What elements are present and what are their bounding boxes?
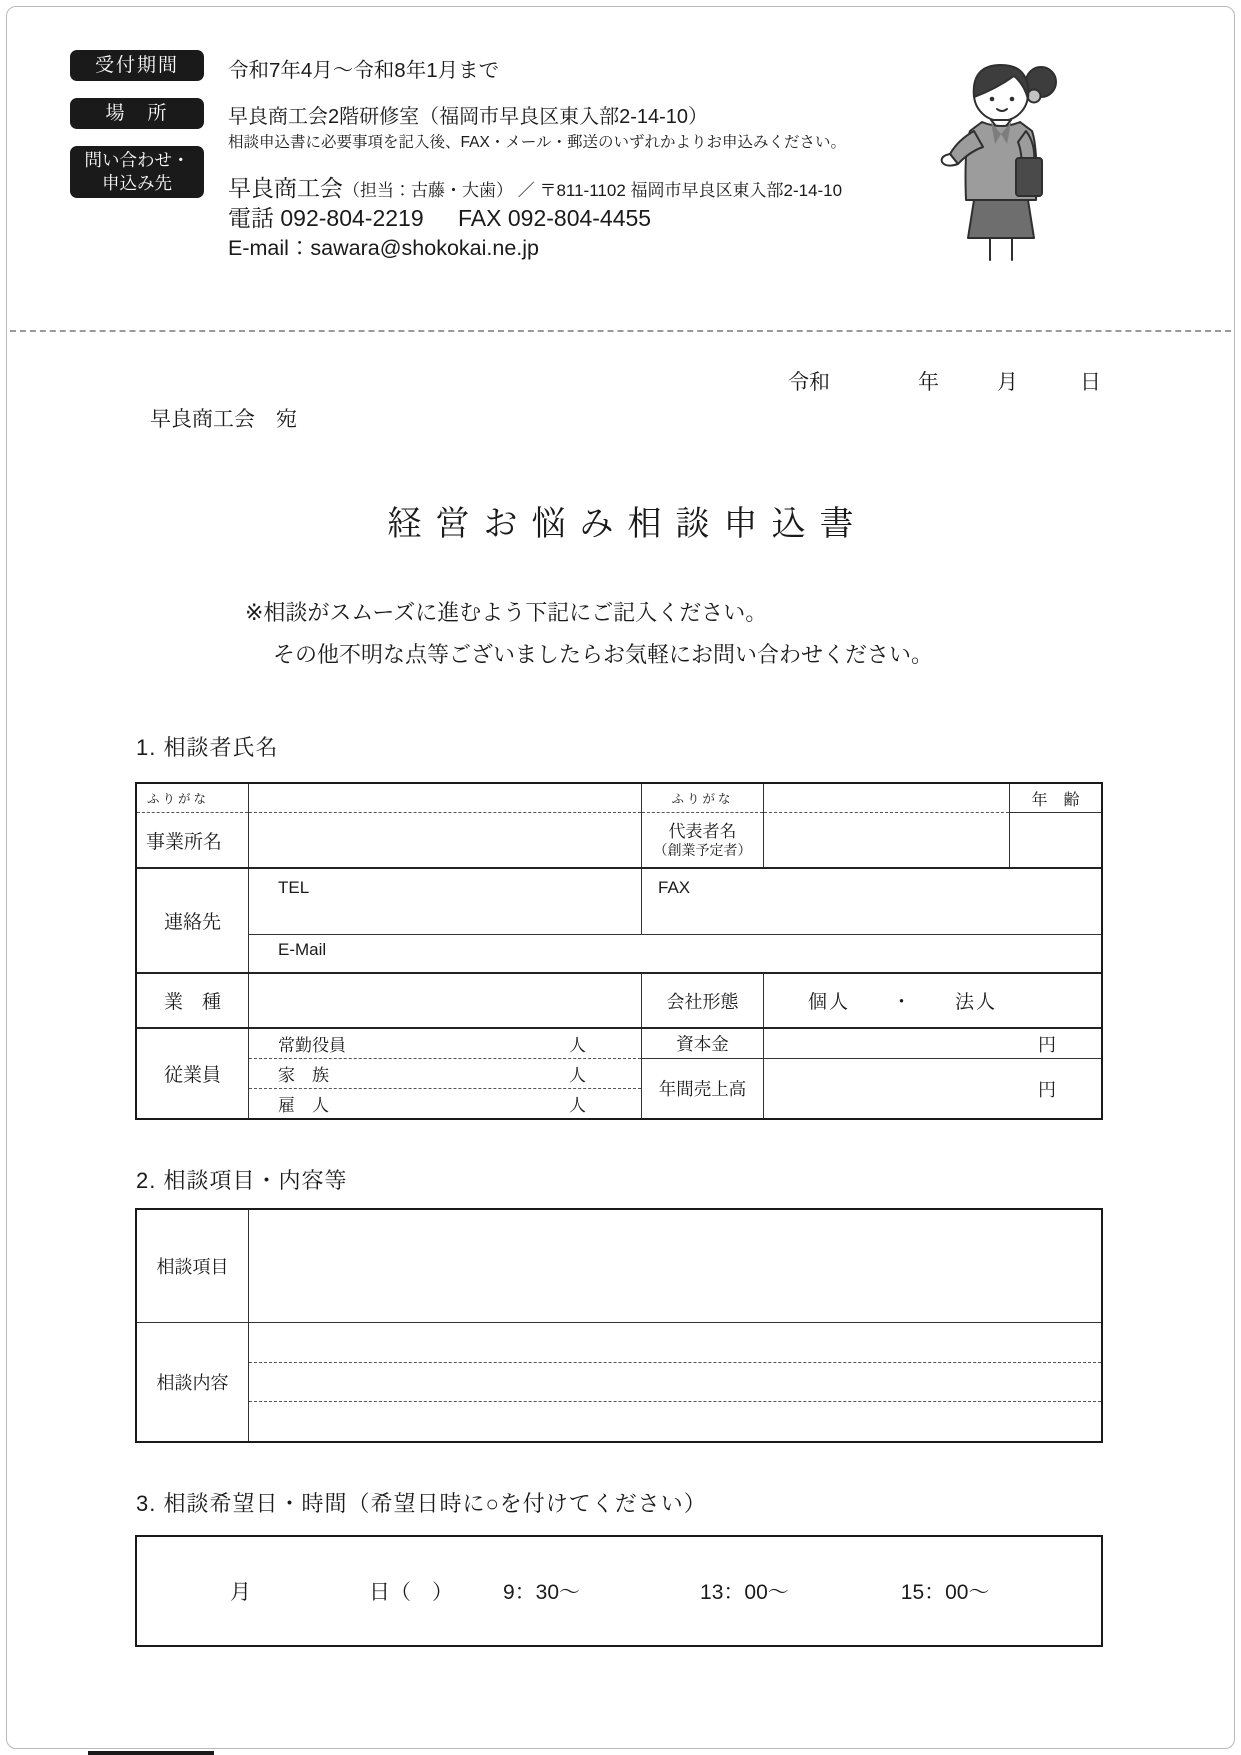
date-month-label: 月 — [997, 371, 1018, 394]
cut-separator-line — [10, 330, 1231, 332]
section3-heading: 3. 相談希望日・時間（希望日時に○を付けてください） — [136, 1491, 707, 1516]
consultation-content-table — [135, 1208, 1103, 1443]
table-row — [137, 1029, 1101, 1118]
table-row — [137, 1323, 1101, 1441]
annual-sales-field[interactable]: 円 — [1038, 1079, 1056, 1100]
schedule-day-field[interactable]: 日（ ） — [369, 1581, 453, 1604]
employee-count-cell — [249, 1029, 642, 1118]
location-note: 相談申込書に必要事項を記入後、FAX・メール・郵送のいずれかよりお申込みください。 — [228, 134, 846, 151]
employee-row-label: 雇 人 — [278, 1096, 329, 1115]
contact-label: 連絡先 — [137, 869, 249, 972]
date-day-label: 日 — [1080, 371, 1101, 394]
note-line-1: ※相談がスムーズに進むよう下記にご記入ください。 — [245, 600, 768, 625]
contact-org-address: ／ 〒811-1102 福岡市早良区東入部2-14-10 — [517, 181, 843, 200]
contact-fax: FAX 092-804-4455 — [458, 205, 652, 231]
business-name-field-cell — [249, 784, 642, 867]
schedule-table — [135, 1535, 1103, 1647]
consultation-items-field[interactable] — [249, 1210, 1101, 1322]
table-row — [137, 974, 1101, 1029]
industry-label: 業 種 — [137, 974, 249, 1027]
representative-label-line2: （創業予定者） — [653, 841, 752, 858]
representative-field-cell — [764, 784, 1010, 867]
badge-location: 場 所 — [70, 98, 204, 129]
email-field[interactable]: E-Mail — [278, 940, 327, 959]
date-year-label: 年 — [918, 371, 939, 394]
company-type-label: 会社形態 — [642, 974, 764, 1027]
contact-org-staff: （担当：古藤・大歯） — [343, 181, 513, 200]
content-line[interactable] — [249, 1402, 1101, 1441]
contact-org-name: 早良商工会 — [228, 175, 343, 201]
employee-row-label: 家 族 — [278, 1066, 329, 1085]
date-line — [788, 366, 1101, 396]
section2-heading: 2. 相談項目・内容等 — [136, 1168, 348, 1193]
location-text: 早良商工会2階研修室（福岡市早良区東入部2-14-10） — [228, 106, 709, 128]
employee-row-officers[interactable] — [249, 1029, 641, 1059]
age-label: 年 齢 — [1010, 784, 1101, 813]
employee-row-unit: 人 — [569, 1066, 586, 1085]
consultant-info-table — [135, 782, 1103, 1120]
representative-label — [642, 813, 763, 867]
consultation-items-label: 相談項目 — [137, 1210, 249, 1322]
note-line-2: その他不明な点等ございましたらお気軽にお問い合わせください。 — [273, 642, 934, 667]
date-era-label: 令和 — [788, 371, 830, 394]
furigana-label: ふりがな — [642, 784, 763, 813]
age-field[interactable] — [1010, 813, 1101, 867]
representative-label-line1: 代表者名 — [668, 821, 737, 841]
reception-period-text: 令和7年4月～令和8年1月まで — [228, 59, 500, 82]
section1-heading: 1. 相談者氏名 — [136, 735, 279, 760]
table-row — [137, 869, 1101, 974]
business-name-label: 事業所名 — [146, 831, 223, 853]
industry-field[interactable] — [249, 974, 642, 1027]
capital-field[interactable]: 円 — [1038, 1034, 1056, 1055]
employees-label: 従業員 — [137, 1029, 249, 1118]
receptionist-illustration — [938, 52, 1078, 272]
business-name-furigana-field[interactable] — [249, 784, 641, 813]
schedule-month-field[interactable]: 月 — [230, 1581, 251, 1604]
employee-row-unit: 人 — [569, 1096, 586, 1115]
addressee: 早良商工会 宛 — [150, 408, 297, 431]
contact-email: E-mail：sawara@shokokai.ne.jp — [228, 236, 540, 260]
annual-sales-label: 年間売上高 — [642, 1059, 764, 1118]
employee-row-unit: 人 — [569, 1036, 586, 1055]
badge-contact-line1: 問い合わせ・ — [84, 150, 190, 170]
contact-org-line — [228, 170, 842, 203]
badge-reception-period: 受付期間 — [70, 50, 204, 81]
bottom-page-mark — [88, 1751, 214, 1755]
schedule-slot-1300[interactable]: 13：00～ — [700, 1581, 789, 1604]
representative-furigana-field[interactable] — [764, 784, 1009, 813]
employee-row-family[interactable] — [249, 1059, 641, 1089]
company-type-options[interactable]: 個人 ・ 法人 — [808, 992, 998, 1013]
contact-tel: 電話 092-804-2219 — [228, 205, 424, 231]
badge-contact-line2: 申込み先 — [102, 173, 172, 193]
representative-label-cell — [642, 784, 764, 867]
consultation-content-field[interactable] — [249, 1323, 1101, 1441]
age-cell — [1010, 784, 1101, 867]
employee-row-hired[interactable] — [249, 1089, 641, 1118]
schedule-slot-1500[interactable]: 15：00～ — [900, 1581, 990, 1604]
business-name-label-cell — [137, 784, 249, 867]
capital-label: 資本金 — [642, 1029, 764, 1058]
contact-tel-fax-line — [228, 200, 651, 233]
form-title: 経営お悩み相談申込書 — [387, 505, 868, 543]
content-line[interactable] — [249, 1363, 1101, 1403]
table-row — [137, 1210, 1101, 1323]
employee-row-label: 常勤役員 — [278, 1036, 346, 1055]
furigana-label: ふりがな — [137, 784, 248, 813]
tel-field[interactable]: TEL — [249, 869, 642, 934]
schedule-slot-930[interactable]: 9：30～ — [503, 1581, 581, 1604]
business-name-field[interactable] — [249, 813, 641, 867]
consultation-content-label: 相談内容 — [137, 1323, 249, 1441]
badge-contact — [70, 146, 204, 198]
representative-name-field[interactable] — [764, 813, 1009, 867]
content-line[interactable] — [249, 1323, 1101, 1363]
table-row — [137, 784, 1101, 869]
fax-field[interactable]: FAX — [658, 878, 691, 897]
